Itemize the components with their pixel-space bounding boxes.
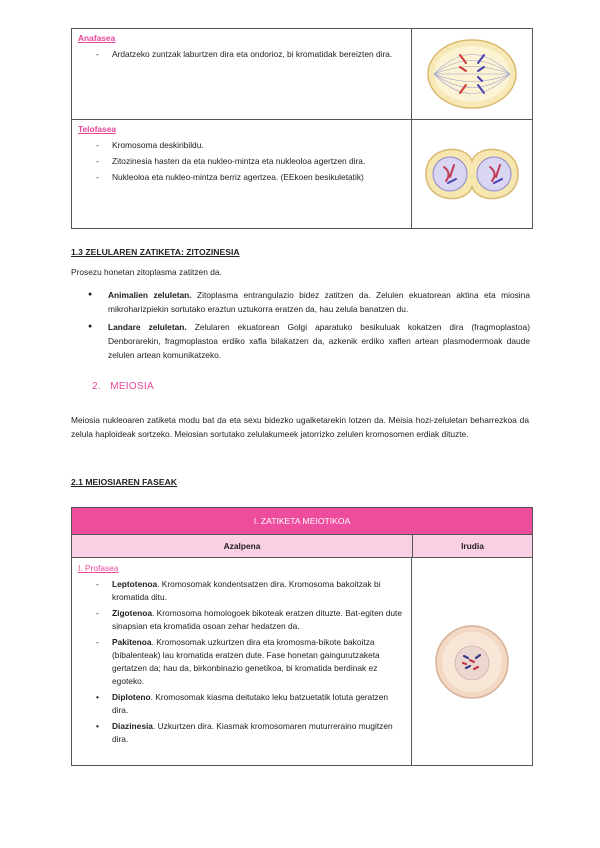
item-lead: Leptotenoa (112, 579, 158, 589)
item-lead: Diazinesia (112, 721, 153, 731)
list-item (96, 578, 405, 604)
profasea-description (72, 558, 412, 765)
list-item (96, 691, 405, 717)
telophase-cell-image (420, 137, 524, 211)
section-1-3-intro: Prosezu honetan zitoplasma zatitzen da. (71, 267, 222, 277)
cytokinesis-bullets (88, 288, 530, 366)
list-item (88, 288, 530, 316)
item-text: . Uzkurtzen dira. Kiasmak kromosomaren muturreraino mugitzen dira. (112, 721, 393, 744)
meiosis-phases-table (71, 507, 533, 766)
bullet-text: Zelularen ekuatorean Golgi aparatuko besikuluak kokatzen dira (fragmoplastoa) Denborarekin, fragmoplastoa erdiko xafla bilakatzen da, azkenik erdiko xaflen artean plasmodermoak daude zelulen artean komunikatzeko. (108, 322, 530, 360)
list-item (96, 607, 405, 633)
anafasea-image-cell (412, 29, 532, 119)
prophase-cell-image (432, 622, 512, 702)
profasea-row (72, 558, 532, 765)
item-text: . Kromosomak kondentsatzen dira. Kromosoma bakoitzak bi kromatida ditu. (112, 579, 381, 602)
section-title-meiosia (92, 381, 154, 392)
anafasea-title: Anafasea (78, 33, 116, 43)
list-item (96, 636, 405, 688)
item-lead: Diploteno (112, 692, 151, 702)
anafasea-row (72, 29, 532, 119)
phases-table-top (71, 28, 533, 229)
item-text: . Kromosomak kiasma deitutako leku batzuetatik lotuta geratzen dira. (112, 692, 389, 715)
telofasea-description (72, 120, 412, 228)
item-text: . Kromosoma homologoek bikoteak eratzen dituzte. Bat-egiten dute sinapsian eta kromatida osoan zehar hedatzen da. (112, 608, 403, 631)
column-header-irudia: Irudia (461, 541, 484, 551)
item-text: . Kromosomak uzkurtzen dira eta kromosma-bikote bakoitza (bibalenteak) lau kromatida eratzen dute. Fase honetan gaingurutzaketa gertatzen da; hau da, birkonbinazio genetikoa, bi kromatida berdinak ez egoteko. (112, 637, 380, 686)
bullet-lead: Animalien zeluletan. (108, 290, 192, 300)
meiosia-paragraph: Meiosia nukleoaren zatiketa modu bat da eta sexu bidezko ugalketarekin lotzen da. Meisia hozi-zeluletan beharrezkoa da zelula haploideak sortzeko. Meiosian sortutako zelulakumeek jatorrizko zelulen kromosomen erdiak dituzte. (71, 415, 529, 439)
item-lead: Zigotenoa (112, 608, 153, 618)
table-title: I. ZATIKETA MEIOTIKOA (72, 508, 532, 535)
column-header-azalpena: Azalpena (72, 535, 413, 557)
telofasea-row (72, 119, 532, 228)
anaphase-cell-image (424, 35, 520, 113)
bullet-lead: Landare zeluletan. (108, 322, 187, 332)
list-item: - Ardatzeko zuntzak laburtzen dira eta ondorioz, bi kromatidak bereizten dira. (96, 48, 405, 61)
section-title: MEIOSIA (110, 381, 154, 392)
section-heading-1-3: 1.3 ZELULAREN ZATIKETA: ZITOZINESIA (71, 247, 240, 257)
profasea-image-cell (412, 558, 532, 765)
telofasea-image-cell (412, 120, 532, 228)
table-header-row (72, 535, 532, 558)
section-heading-2-1: 2.1 MEIOSIAREN FASEAK (71, 477, 178, 487)
item-lead: Pakitenoa (112, 637, 152, 647)
telofasea-title: Telofasea (78, 124, 117, 134)
list-item: - Nukleoloa eta nukleo-mintza berriz agertzea. (EEkoen besikuletatik) (96, 171, 405, 184)
list-item: - Zitozinesia hasten da eta nukleo-mintza eta nukleoloa agertzen dira. (96, 155, 405, 168)
profasea-title: I. Profasea (78, 563, 119, 573)
section-number: 2. (92, 381, 101, 392)
list-item (88, 320, 530, 362)
list-item (96, 720, 405, 746)
anafasea-description (72, 29, 412, 119)
list-item: - Kromosoma deskiribildu. (96, 139, 405, 152)
bullet-text: Zitoplasma entrangulazio bidez zatitzen da. Zelulen ekuatorean aktina eta miosina mikroharizpiekin sortutako eraztun uztukorra eratzen da, hau zelula banatzen du. (108, 290, 530, 314)
